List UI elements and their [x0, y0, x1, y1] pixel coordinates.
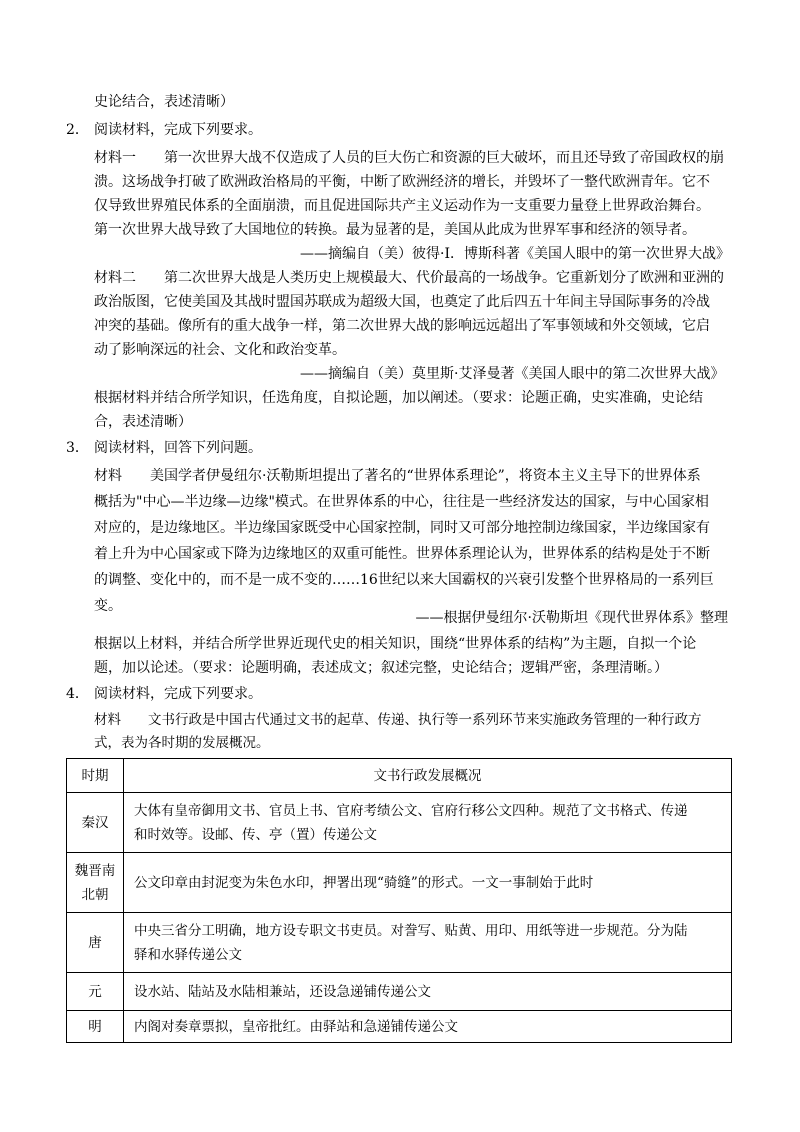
q2-material2-line: 动了影响深远的社会、文化和政治变革。 [94, 342, 346, 358]
cell-text-line: 中央三省分工明确，地方设专职文书吏员。对誊写、贴黄、用印、用纸等进一步规范。分为陆 [134, 922, 688, 939]
q3-material-line: 的调整、变化中的，而不是一成不变的……16世纪以来大国霸权的兴衰引发整个世界格局的一系列巨 [94, 572, 714, 588]
q2-material2-source: ——摘编自（美）莫里斯·艾泽曼著《美国人眼中的第二次世界大战》 [300, 366, 725, 382]
q2-stem: 阅读材料，完成下列要求。 [94, 122, 262, 138]
q2-material2-line: 政治版图，它使美国及其战时盟国苏联成为超级大国，也奠定了此后四五十年间主导国际事务的冷战 [94, 294, 710, 310]
q3-material-line: 材料 美国学者伊曼纽尔·沃勒斯坦提出了著名的“世界体系理论”，将资本主义主导下的世界体系 [94, 468, 701, 484]
q3-requirement-line: 题，加以论述。（要求：论题明确，表述成文；叙述完整，史论结合；逻辑严密，条理清晰。） [94, 660, 668, 676]
table-header-cell: 文书行政发展概况 [124, 759, 732, 793]
q2-material1-line: 仅导致世界殖民体系的全面崩溃，而且促进国际共产主义运动作为一支重要力量登上世界政治舞台。 [94, 198, 710, 214]
q2-material2-line: 材料二 第二次世界大战是人类历史上规模最大、代价最高的一场战争。它重新划分了欧洲和亚洲的 [94, 270, 724, 286]
q1-tail: 史论结合，表述清晰） [94, 94, 234, 110]
table-row [67, 853, 732, 913]
q3-stem: 阅读材料，回答下列问题。 [94, 440, 262, 456]
table-cell-period [67, 853, 124, 913]
q2-material1-line: 第一次世界大战导致了大国地位的转换。最为显著的是，美国从此成为世界军事和经济的领导者。 [94, 222, 696, 238]
cell-text-line: 大体有皇帝御用文书、官员上书、官府考绩公文、官府行移公文四种。规范了文书格式、传递 [134, 802, 688, 819]
table-header-row [67, 759, 732, 793]
cell-text-line: 和时效等。设邮、传、亭（置）传递公文 [134, 826, 377, 843]
table-cell-description: 内阁对奏章票拟，皇帝批红。由驿站和急递铺传递公文 [124, 1011, 732, 1043]
document-administration-table [66, 758, 732, 1043]
cell-text-line: 魏晋南 [74, 862, 116, 879]
q2-material1-source: ——摘编自（美）彼得·I．博斯科著《美国人眼中的第一次世界大战》 [300, 246, 730, 262]
table-cell-period: 元 [67, 973, 124, 1011]
table-cell-description: 设水站、陆站及水陆相兼站，还设急递铺传递公文 [124, 973, 732, 1011]
q4-number: 4． [66, 686, 89, 702]
table-row [67, 793, 732, 853]
q3-number: 3． [66, 440, 89, 456]
q3-material-line: 变。 [94, 598, 122, 614]
q4-material-line: 材料 文书行政是中国古代通过文书的起草、传递、执行等一系列环节来实施政务管理的一种行政方 [94, 712, 702, 728]
q2-material2-line: 冲突的基础。像所有的重大战争一样，第二次世界大战的影响远远超出了军事领域和外交领域，它启 [94, 318, 710, 334]
cell-text-line: 驿和水驿传递公文 [134, 946, 242, 963]
table-cell-description [124, 913, 732, 973]
table-cell-period: 唐 [67, 913, 124, 973]
table-cell-period: 明 [67, 1011, 124, 1043]
q3-material-line: 概括为"中心—半边缘—边缘"模式。在世界体系的中心，往往是一些经济发达的国家，与中心国家相 [94, 494, 709, 510]
q3-requirement-line: 根据以上材料，并结合所学世界近现代史的相关知识，围绕“世界体系的结构”为主题，自拟一个论 [94, 636, 697, 652]
table-header-cell: 时期 [67, 759, 124, 793]
q4-material-line: 式，表为各时期的发展概况。 [94, 735, 270, 751]
table-cell-description: 公文印章由封泥变为朱色水印，押署出现“骑缝”的形式。一文一事制始于此时 [124, 853, 732, 913]
q2-material1-line: 溃。这场战争打破了欧洲政治格局的平衡，中断了欧洲经济的增长，并毁坏了一整代欧洲青年。它不 [94, 174, 710, 190]
table-cell-description [124, 793, 732, 853]
q2-material1-line: 材料一 第一次世界大战不仅造成了人员的巨大伤亡和资源的巨大破坏，而且还导致了帝国政权的崩 [94, 150, 724, 166]
q2-requirement-line: 根据材料并结合所学知识，任选角度，自拟论题，加以阐述。（要求：论题正确，史实准确，史论结 [94, 390, 703, 406]
table-row [67, 973, 732, 1011]
table-row [67, 913, 732, 973]
cell-text-line: 北朝 [81, 886, 109, 903]
q2-requirement-line: 合，表述清晰） [94, 414, 192, 430]
table-cell-period: 秦汉 [67, 793, 124, 853]
q4-stem: 阅读材料，完成下列要求。 [94, 686, 262, 702]
q3-material-line: 着上升为中心国家或下降为边缘地区的双重可能性。世界体系理论认为，世界体系的结构是处于不断 [94, 546, 710, 562]
q2-number: 2． [66, 122, 89, 138]
table-row [67, 1011, 732, 1043]
q3-source: ——根据伊曼纽尔·沃勒斯坦《现代世界体系》整理 [415, 610, 728, 626]
q3-material-line: 对应的，是边缘地区。半边缘国家既受中心国家控制，同时又可部分地控制边缘国家，半边缘国家有 [94, 520, 710, 536]
